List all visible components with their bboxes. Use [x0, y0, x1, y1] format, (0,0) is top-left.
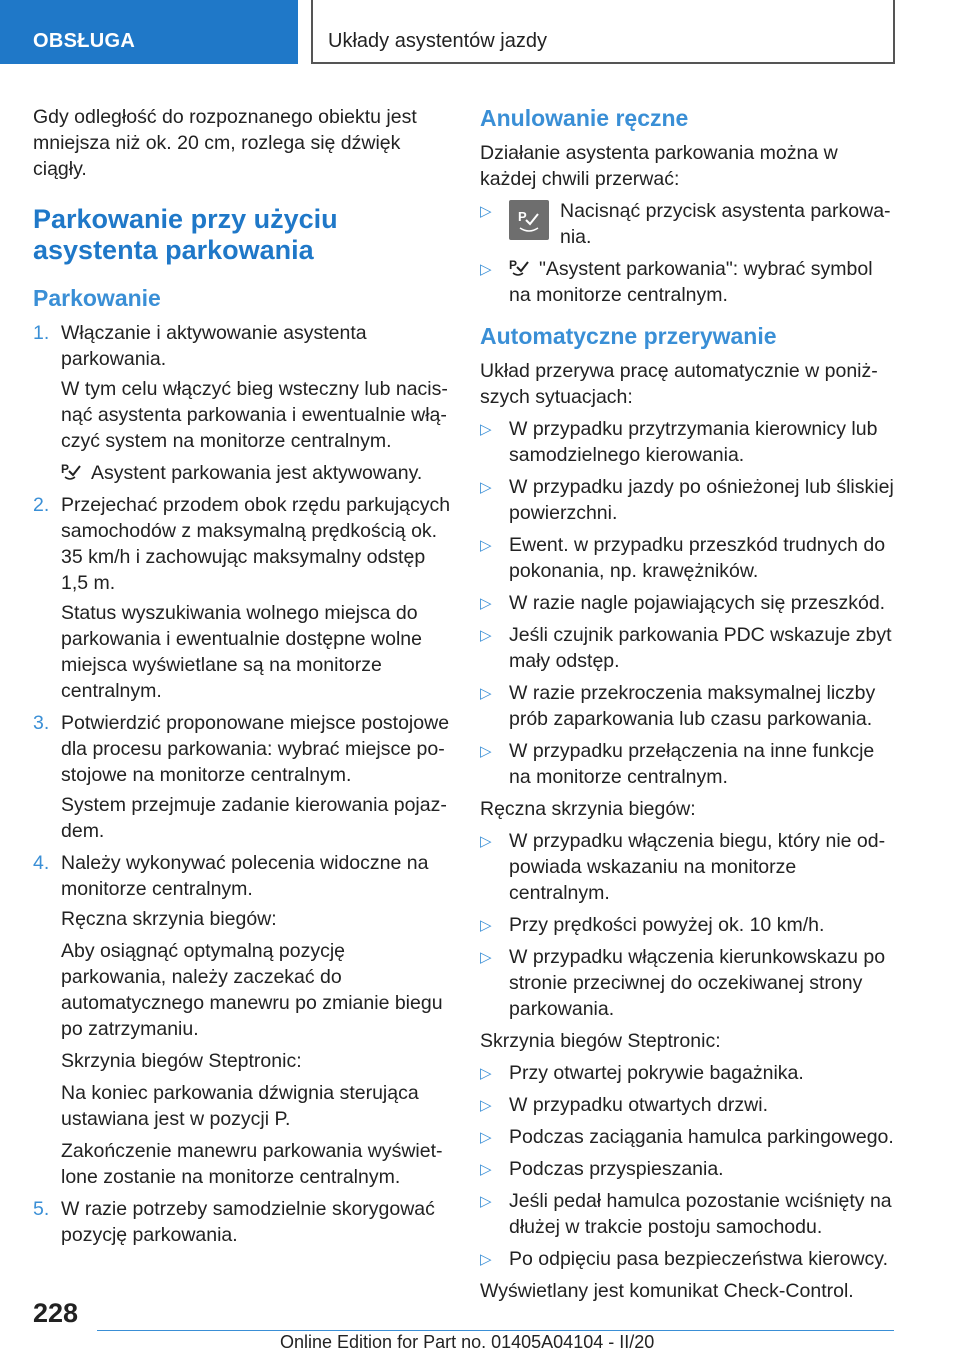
triangle-bullet-icon: ▷	[480, 1251, 492, 1268]
list-item	[480, 590, 898, 616]
list-item	[480, 198, 898, 250]
list-item-text: Nacisnąć przycisk asystenta parkowania.	[560, 200, 891, 248]
triangle-bullet-icon: ▷	[480, 595, 492, 612]
step-text: Przejechać przodem obok rzędu parkujących samochodów z maksymalną prędkością ok. 35 km/h i zachowując maksymalny odstęp 1,5 m.	[61, 494, 451, 594]
right-column	[480, 104, 898, 1310]
step-text: Należy wykonywać polecenia widoczne na monitorze centralnym.	[61, 852, 429, 900]
step-3-detail: System przejmuje zadanie kierowania pojazdem.	[61, 794, 447, 842]
step-1-detail: W tym celu włączyć bieg wsteczny lub nacisnąć asystenta parkowania i ewentualnie włączyć system na monitorze centralnym.	[61, 378, 448, 452]
triangle-bullet-icon: ▷	[480, 1193, 492, 1210]
auto-cancel-text: Układ przerywa pracę automatycznie w poniższych sytuacjach:	[480, 360, 878, 408]
list-item-text: "Asystent parkowania": wybrać symbol na monitorze centralnym.	[509, 258, 873, 306]
left-column	[33, 104, 451, 1252]
step-4-detail-2: Aby osiągnąć optymalną pozycję parkowania, należy zaczekać do automatycznego manewru po zmianie biegu po zatrzymaniu.	[61, 940, 443, 1040]
list-item	[480, 256, 898, 308]
list-item	[480, 622, 898, 674]
triangle-bullet-icon: ▷	[480, 1097, 492, 1114]
list-item	[480, 1188, 898, 1240]
list-item-text: W razie nagle pojawiających się przeszkód.	[509, 592, 886, 614]
list-item	[480, 1246, 898, 1272]
step-number: 5.	[33, 1198, 50, 1220]
step-number: 4.	[33, 852, 50, 874]
list-item-text: W przypadku przytrzymania kierownicy lub samodzielnego kierowania.	[509, 418, 878, 466]
triangle-bullet-icon: ▷	[480, 1161, 492, 1178]
step-1-status	[33, 460, 451, 486]
footer-divider	[97, 1330, 894, 1331]
list-item-text: W przypadku otwartych drzwi.	[509, 1094, 768, 1116]
triangle-bullet-icon: ▷	[480, 743, 492, 760]
step-4-detail-4: Na koniec parkowania dźwignia sterująca ustawiana jest w pozycji P.	[61, 1082, 419, 1130]
list-item-text: Przy prędkości powyżej ok. 10 km/h.	[509, 914, 825, 936]
triangle-bullet-icon: ▷	[480, 833, 492, 850]
list-item	[480, 1092, 898, 1118]
header-section: OBSŁUGA	[0, 0, 298, 64]
step-text: Potwierdzić proponowane miejsce postojowe dla procesu parkowania: wybrać miejsce postojowe na monitorze centralnym.	[61, 712, 450, 786]
list-item	[480, 416, 898, 468]
triangle-bullet-icon: ▷	[480, 1065, 492, 1082]
footer-edition: Online Edition for Part no. 01405A04104 - II/20	[280, 1332, 655, 1352]
list-item-text: W przypadku przełączenia na inne funkcje na monitorze centralnym.	[509, 740, 875, 788]
svg-text:P: P	[509, 258, 518, 272]
step-4-detail-5: Zakończenie manewru parkowania wyświetlone zostanie na monitorze centralnym.	[61, 1140, 443, 1188]
subsection-title-manual-cancel: Anulowanie ręczne	[480, 105, 689, 131]
list-item	[480, 532, 898, 584]
check-control-text: Wyświetlany jest komunikat Check-Control.	[480, 1280, 854, 1302]
triangle-bullet-icon: ▷	[480, 537, 492, 554]
list-item-text: W przypadku włączenia biegu, który nie odpowiada wskazaniu na monitorze centralnym.	[509, 830, 886, 904]
list-item-text: W przypadku jazdy po ośnieżonej lub śliskiej powierzchni.	[509, 476, 894, 524]
list-item	[480, 738, 898, 790]
manual-gearbox-label: Ręczna skrzynia biegów:	[480, 798, 696, 820]
step-2	[33, 492, 451, 596]
step-text: W razie potrzeby samodzielnie skorygować pozycję parkowania.	[61, 1198, 435, 1246]
list-item-text: Jeśli pedał hamulca pozostanie wciśnięty na dłużej w trakcie postoju samochodu.	[509, 1190, 892, 1238]
list-item	[480, 1124, 898, 1150]
list-item	[480, 1156, 898, 1182]
triangle-bullet-icon: ▷	[480, 627, 492, 644]
step-number: 2.	[33, 494, 50, 516]
triangle-bullet-icon: ▷	[480, 685, 492, 702]
step-number: 1.	[33, 322, 50, 344]
list-item	[480, 474, 898, 526]
subsection-title-auto-cancel: Automatyczne przerywanie	[480, 323, 777, 349]
list-item	[480, 828, 898, 906]
parking-assistant-icon	[509, 258, 531, 278]
parking-assistant-button-icon	[509, 200, 549, 240]
manual-gearbox-list	[480, 828, 898, 1022]
step-text: Włączanie i aktywowanie asystenta parkowania.	[61, 322, 367, 370]
list-item	[480, 912, 898, 938]
list-item-text: W przypadku włączenia kierunkowskazu po stronie przeciwnej do oczekiwanej strony parkowania.	[509, 946, 886, 1020]
status-text: Asystent parkowania jest aktywowany.	[91, 462, 423, 484]
triangle-bullet-icon: ▷	[480, 479, 492, 496]
list-item	[480, 1060, 898, 1086]
list-item	[480, 680, 898, 732]
header-chapter: Układy asystentów jazdy	[311, 0, 895, 64]
triangle-bullet-icon: ▷	[480, 949, 492, 966]
intro-text: Gdy odległość do rozpoznanego obiektu jest mniejsza niż ok. 20 cm, rozlega się dźwięk ciągły.	[33, 106, 417, 180]
step-4-detail-3: Skrzynia biegów Steptronic:	[61, 1050, 302, 1072]
list-item-text: Ewent. w przypadku przeszkód trudnych do pokonania, np. krawężników.	[509, 534, 886, 582]
subsection-title-parkowanie: Parkowanie	[33, 285, 161, 311]
manual-cancel-text: Działanie asystenta parkowania można w każdej chwili przerwać:	[480, 142, 838, 190]
list-item-text: W razie przekroczenia maksymalnej liczby prób zaparkowania lub czasu parkowania.	[509, 682, 876, 730]
steptronic-list	[480, 1060, 898, 1272]
list-item-text: Podczas zaciągania hamulca parkingowego.	[509, 1126, 894, 1148]
triangle-bullet-icon: ▷	[480, 1129, 492, 1146]
triangle-bullet-icon: ▷	[480, 203, 492, 220]
step-number: 3.	[33, 712, 50, 734]
svg-text:P: P	[518, 209, 527, 224]
auto-cancel-list	[480, 416, 898, 790]
step-5	[33, 1196, 451, 1248]
steptronic-label: Skrzynia biegów Steptronic:	[480, 1030, 721, 1052]
step-2-detail: Status wyszukiwania wolnego miejsca do parkowania i ewentualnie dostępne wolne miejsca wyświetlane są na monitorze centralnym.	[61, 602, 422, 702]
svg-text:P: P	[61, 462, 70, 476]
step-3	[33, 710, 451, 788]
step-4	[33, 850, 451, 902]
triangle-bullet-icon: ▷	[480, 261, 492, 278]
list-item	[480, 944, 898, 1022]
list-item-text: Przy otwartej pokrywie bagażnika.	[509, 1062, 804, 1084]
list-item-text: Podczas przyspieszania.	[509, 1158, 724, 1180]
page-number: 228	[33, 1298, 79, 1328]
triangle-bullet-icon: ▷	[480, 917, 492, 934]
list-item-text: Po odpięciu pasa bezpieczeństwa kierowcy.	[509, 1248, 889, 1270]
list-item-text: Jeśli czujnik parkowania PDC wskazuje zbyt mały odstęp.	[509, 624, 892, 672]
step-4-detail-1: Ręczna skrzynia biegów:	[61, 908, 277, 930]
parking-assistant-icon	[61, 462, 83, 482]
section-title: Parkowanie przy użyciu asystenta parkowania	[33, 204, 338, 265]
triangle-bullet-icon: ▷	[480, 421, 492, 438]
step-1	[33, 320, 451, 372]
